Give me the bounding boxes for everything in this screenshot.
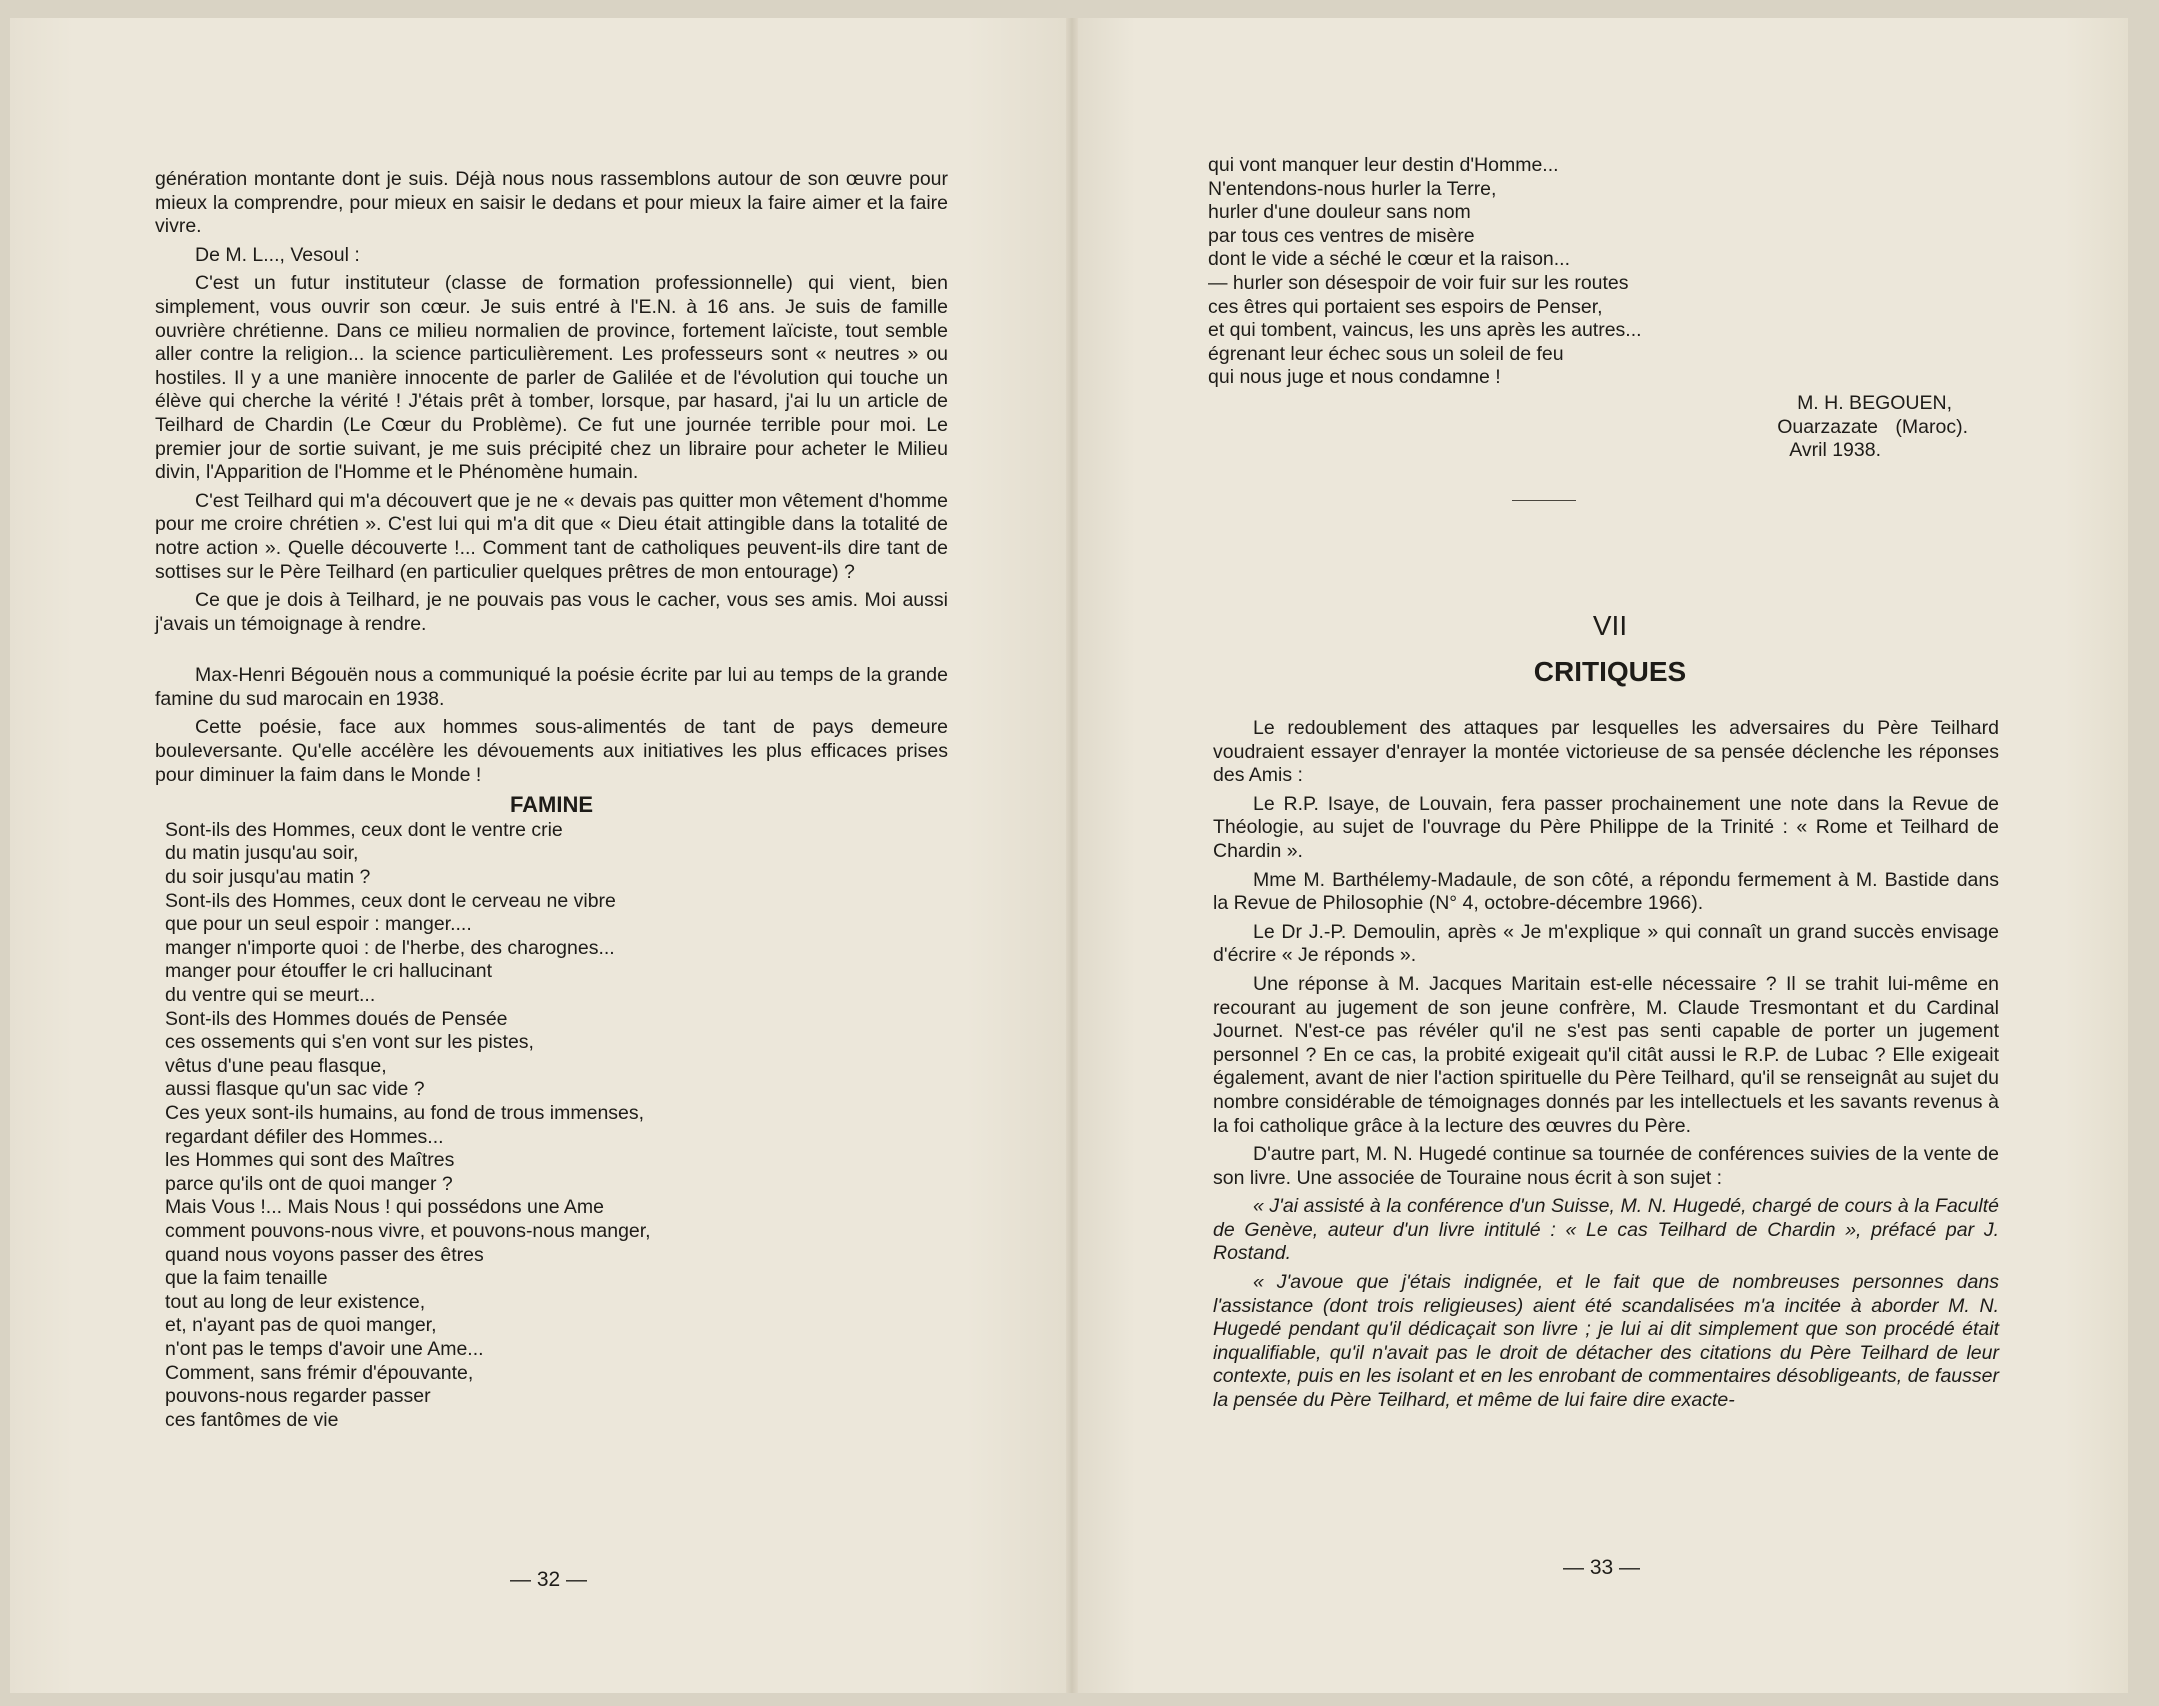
signature-date: Avril 1938. (1789, 439, 1881, 462)
poem-line: qui nous juge et nous condamne ! (1208, 366, 1501, 389)
poem-line: Comment, sans frémir d'épouvante, (165, 1361, 474, 1384)
page-number-left: — 32 — (510, 1568, 588, 1591)
poem-line: du ventre qui se meurt... (165, 984, 376, 1006)
poem-line: regardant défiler des Hommes... (165, 1125, 444, 1148)
paragraph: Le R.P. Isaye, de Louvain, fera passer prochainement une note dans la Revue de Théologie, au sujet de l'ouvrage du Père Philippe de la Trinité : « Rome et Teilhard de Chardin ». (1213, 792, 1999, 862)
poem-line: et qui tombent, vaincus, les uns après les autres... (1208, 319, 1642, 342)
poem-left (155, 819, 948, 1432)
paragraph: Le redoublement des attaques par lesquelles les adversaires du Père Teilhard voudraient essayer d'enrayer la montée victorieuse de sa pensée déclenche les réponses des Amis : (1213, 717, 1999, 787)
poem-line: parce qu'ils ont de quoi manger ? (165, 1172, 453, 1195)
poem-continued (1208, 154, 1968, 390)
poem-line: quand nous voyons passer des êtres (165, 1243, 484, 1266)
signature-place: Ouarzazate (Maroc). (1777, 415, 1968, 438)
poem-line: comment pouvons-nous vivre, et pouvons-nous manger, (165, 1219, 651, 1242)
poem-title: FAMINE (509, 792, 594, 818)
poem-line: tout au long de leur existence, (165, 1290, 426, 1313)
poem-line: — hurler son désespoir de voir fuir sur les routes (1208, 271, 1629, 294)
poem-line: et, n'ayant pas de quoi manger, (165, 1314, 437, 1337)
poem-line: pouvons-nous regarder passer (165, 1385, 431, 1408)
poem-line: qui vont manquer leur destin d'Homme... (1208, 154, 1559, 176)
paragraph: D'autre part, M. N. Hugedé continue sa tournée de conférences suivies de la vente de son livre. Une associée de Touraine nous écrit à son sujet : (1213, 1143, 1999, 1189)
paragraph: Mme M. Barthélemy-Madaule, de son côté, a répondu fermement à M. Bastide dans la Revue de Philosophie (N° 4, octobre-décembre 1966). (1213, 868, 1999, 915)
paragraph: Le Dr J.-P. Demoulin, après « Je m'explique » qui connaît un grand succès envisage d'écrire « Je réponds ». (1213, 920, 1999, 967)
paragraph: Cette poésie, face aux hommes sous-alimentés de tant de pays demeure bouleversante. Qu'elle accélère les dévouements aux initiatives les plus efficaces prises pour diminuer la faim dans le Monde ! (155, 716, 948, 786)
paragraph: génération montante dont je suis. Déjà nous nous rassemblons autour de son œuvre pour mieux la comprendre, pour mieux en saisir le dedans et pour mieux la faire aimer et la faire vivre. (155, 168, 948, 238)
poem-line: du soir jusqu'au matin ? (165, 866, 371, 889)
left-text-column (155, 168, 948, 1432)
poem-line: hurler d'une douleur sans nom (1208, 201, 1471, 224)
paragraph: Ce que je dois à Teilhard, je ne pouvais pas vous le cacher, vous ses amis. Moi aussi j'avais un témoignage à rendre. (155, 589, 948, 635)
poem-line: ces êtres qui portaient ses espoirs de Penser, (1208, 295, 1603, 318)
section-number: VII (1592, 610, 1628, 641)
poem-line: par tous ces ventres de misère (1208, 224, 1475, 247)
poem-line: que pour un seul espoir : manger.... (165, 913, 472, 936)
poem-line: que la faim tenaille (165, 1267, 328, 1290)
paragraph: Une réponse à M. Jacques Maritain est-elle nécessaire ? Il se trahit lui-même en recourant au jugement de son jeune confrère, M. Claude Tresmontant et du Cardinal Journet. N'est-ce pas révéler qu'il ne s'est pas senti capable de porter un jugement personnel ? En ce cas, la probité exigeait qu'il citât aussi le R.P. de Lubac ? Elle exigeait également, avant de nier l'action spirituelle du Père Teilhard, qu'il se renseignât au sujet du nombre considérable de témoignages donnés par les intellectuels et les savants revenus à la foi catholique grâce à la lecture des œuvres du Père. (1213, 972, 1999, 1137)
signature-block (1208, 392, 1968, 463)
paragraph: Max-Henri Bégouën nous a communiqué la poésie écrite par lui au temps de la grande famine du sud marocain en 1938. (155, 664, 948, 710)
poem-line: dont le vide a séché le cœur et la raison... (1208, 248, 1571, 271)
right-text-column (1213, 717, 1999, 1413)
separator-rule (1512, 500, 1576, 501)
quoted-paragraph: « J'avoue que j'étais indignée, et le fait que de nombreuses personnes dans l'assistance (dont trois religieuses) aient été scandalisées m'a incitée à aborder M. N. Hugedé pendant qu'il dédicaçait son livre ; je lui ai dit simplement que son procédé était inqualifiable, qu'il n'avait pas le droit de détacher des citations du Père Teilhard de leur contexte, puis en les isolant et en les enrobant de commentaires désobligeants, de fausser la pensée du Père Teilhard, et même de lui faire dire exacte- (1213, 1271, 1999, 1412)
poem-line: les Hommes qui sont des Maîtres (165, 1149, 455, 1172)
poem-line: du matin jusqu'au soir, (165, 842, 359, 865)
poem-line: Sont-ils des Hommes doués de Pensée (165, 1007, 508, 1030)
paragraph: C'est un futur instituteur (classe de formation professionnelle) qui vient, bien simplement, vous ouvrir son cœur. Je suis entré à l'E.N. à 16 ans. Je suis de famille ouvrière chrétienne. Dans ce milieu normalien de province, fortement laïciste, tout semble aller contre la religion... la science particulièrement. Les professeurs sont « neutres » ou hostiles. Il y a une manière innocente de parler de Galilée et de l'évolution qui touche un élève qui cherche la vérité ! J'étais prêt à tomber, lorsque, par hasard, j'ai lu un article de Teilhard de Chardin (Le Cœur du Problème). Ce fut une journée terrible pour moi. Le premier jour de sortie suivant, je me suis précipité chez un libraire pour acheter le Milieu divin, l'Apparition de l'Homme et le Phénomène humain. (155, 272, 948, 484)
poem-line: Sont-ils des Hommes, ceux dont le ventre crie (165, 818, 563, 841)
poem-line: Mais Vous !... Mais Nous ! qui possédons une Ame (165, 1196, 604, 1219)
poem-line: N'entendons-nous hurler la Terre, (1208, 177, 1497, 200)
signature-name: M. H. BEGOUEN, (1797, 391, 1952, 414)
poem-line: vêtus d'une peau flasque, (165, 1054, 387, 1077)
book-spread (10, 18, 2128, 1693)
book-gutter (1066, 18, 1078, 1693)
poem-line: ces ossements qui s'en vont sur les pistes, (165, 1031, 534, 1054)
poem-line: Sont-ils des Hommes, ceux dont le cerveau ne vibre (165, 889, 616, 912)
poem-line: Ces yeux sont-ils humains, au fond de trous immenses, (165, 1101, 645, 1124)
paragraph: C'est Teilhard qui m'a découvert que je ne « devais pas quitter mon vêtement d'homme pour me croire chrétien ». C'est lui qui m'a dit que « Dieu était attingible dans la totalité de notre action ». Quelle découverte !... Comment tant de catholiques peuvent-ils dire tant de sottises sur le Père Teilhard (en particulier quelques prêtres de mon entourage) ? (155, 489, 948, 583)
poem-line: n'ont pas le temps d'avoir une Ame... (165, 1337, 484, 1360)
poem-line: ces fantômes de vie (165, 1408, 339, 1431)
poem-line: manger n'importe quoi : de l'herbe, des charognes... (165, 936, 615, 959)
right-poem-column (1208, 154, 1968, 463)
paragraph: De M. L..., Vesoul : (195, 243, 360, 266)
quoted-paragraph: « J'ai assisté à la conférence d'un Suisse, M. N. Hugedé, chargé de cours à la Faculté de Genève, auteur d'un livre intitulé : « Le cas Teilhard de Chardin », préfacé par J. Rostand. (1213, 1195, 1999, 1265)
poem-line: manger pour étouffer le cri hallucinant (165, 960, 492, 983)
poem-line: aussi flasque qu'un sac vide ? (165, 1078, 425, 1101)
poem-line: égrenant leur échec sous un soleil de feu (1208, 342, 1564, 365)
section-title: CRITIQUES (1533, 656, 1687, 687)
page-number-right: — 33 — (1563, 1556, 1641, 1579)
